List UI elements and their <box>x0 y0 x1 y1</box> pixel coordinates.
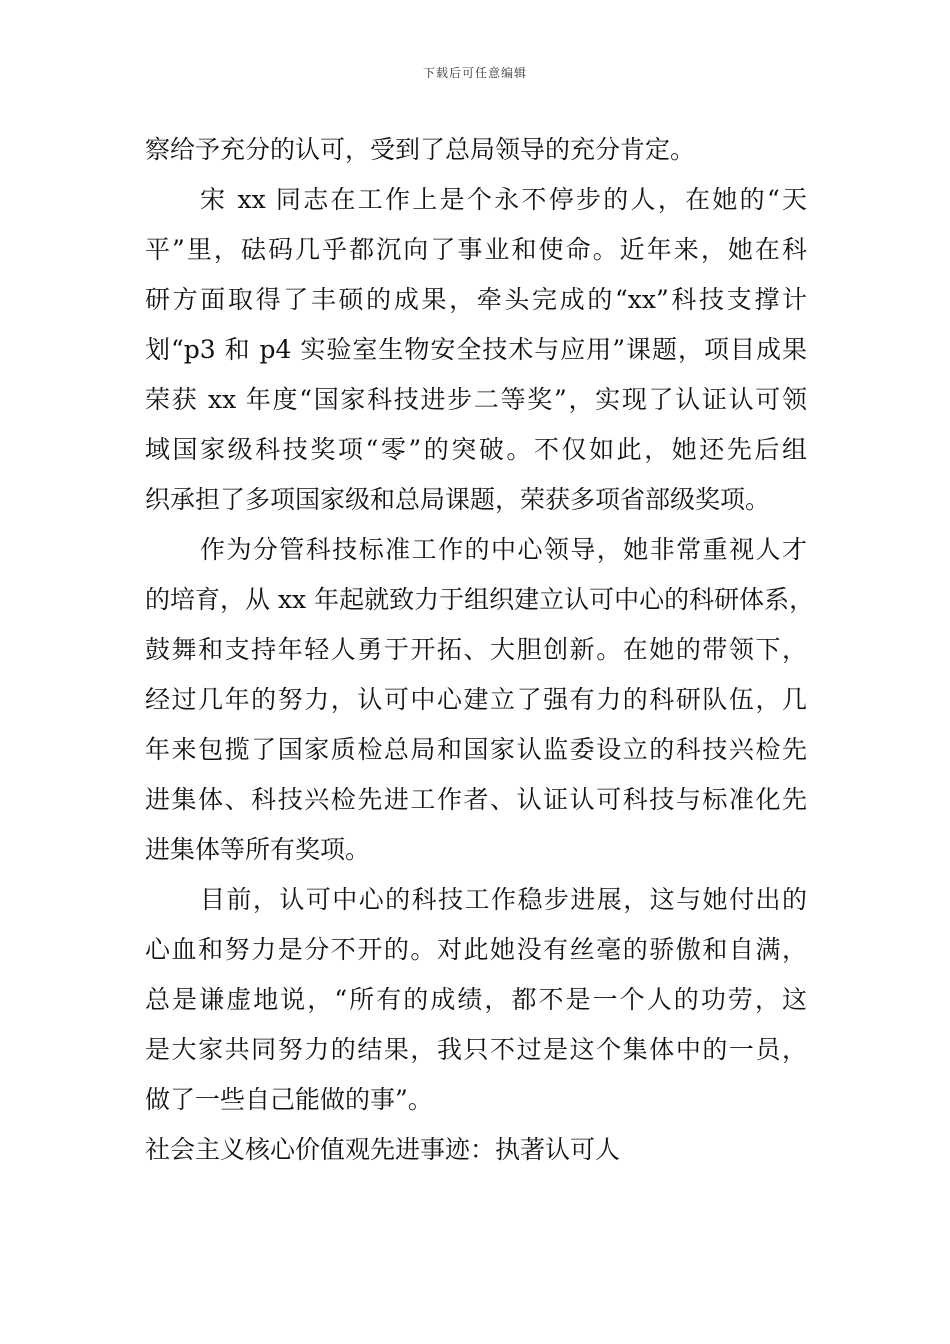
text-line: 宋 xx 同志在工作上是个永不停步的人，在她的“天 <box>200 185 807 214</box>
paragraph <box>145 525 815 875</box>
paragraph <box>145 175 807 525</box>
text-line: 年来包揽了国家质检总局和国家认监委设立的科技兴检先 <box>145 735 807 764</box>
text-line: 研方面取得了丰硕的成果，牵头完成的“xx”科技支撑计 <box>145 285 807 314</box>
text-line: 鼓舞和支持年轻人勇于开拓、大胆创新。在她的带领下， <box>145 635 807 664</box>
page-header: 下载后可任意编辑 <box>422 66 527 80</box>
text-line: 做了一些自己能做的事”。 <box>145 1085 433 1114</box>
text-line: 域国家级科技奖项“零”的突破。不仅如此，她还先后组 <box>145 435 807 464</box>
paragraph <box>145 875 807 1125</box>
paragraph <box>145 125 807 175</box>
text-line: 划“p3 和 p4 实验室生物安全技术与应用”课题，项目成果 <box>145 335 807 364</box>
text-line: 进集体、科技兴检先进工作者、认证认可科技与标准化先 <box>145 785 807 814</box>
text-line: 心血和努力是分不开的。对此她没有丝毫的骄傲和自满， <box>145 935 807 964</box>
text-line: 总是谦虚地说，“所有的成绩，都不是一个人的功劳，这 <box>145 985 807 1014</box>
text-line: 进集体等所有奖项。 <box>145 835 371 864</box>
text-line: 荣获 xx 年度“国家科技进步二等奖”，实现了认证认可领 <box>145 385 807 414</box>
text-line: 目前，认可中心的科技工作稳步进展，这与她付出的 <box>200 885 807 914</box>
text-line: 是大家共同努力的结果，我只不过是这个集体中的一员， <box>145 1035 807 1064</box>
document-body <box>145 125 815 1175</box>
text-line: 的培育，从 xx 年起就致力于组织建立认可中心的科研体系， <box>145 585 815 614</box>
text-line: 经过几年的努力，认可中心建立了强有力的科研队伍，几 <box>145 685 807 714</box>
text-line: 织承担了多项国家级和总局课题，荣获多项省部级奖项。 <box>145 485 771 514</box>
section-title: 社会主义核心价值观先进事迹：执著认可人 <box>145 1135 621 1164</box>
text-line: 平”里，砝码几乎都沉向了事业和使命。近年来，她在科 <box>145 235 807 264</box>
text-line: 作为分管科技标准工作的中心领导，她非常重视人才 <box>200 535 807 564</box>
text-line: 察给予充分的认可，受到了总局领导的充分肯定。 <box>145 135 696 164</box>
